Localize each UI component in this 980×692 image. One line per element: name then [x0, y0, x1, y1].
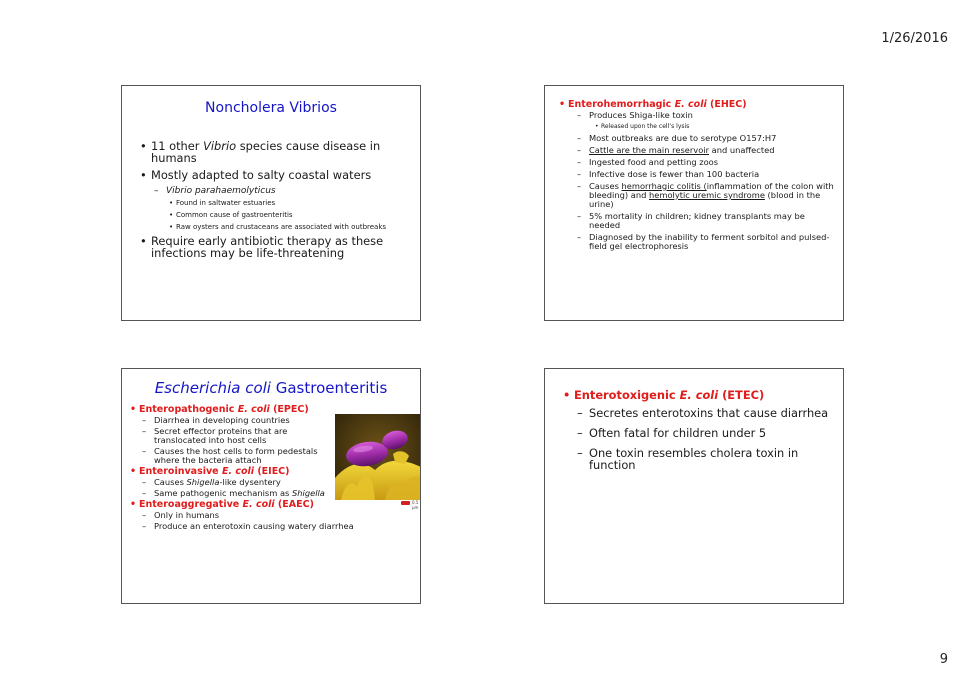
slide-etec [544, 368, 844, 604]
scale-bar [401, 501, 410, 505]
list-item: • Raw oysters and crustaceans are associated with outbreaks [140, 223, 410, 231]
list-item: – Vibrio parahaemolyticus [140, 186, 410, 196]
list-item: – 5% mortality in children; kidney transplants may be needed [559, 212, 835, 230]
list-item: – Causes Shigella-like dysentery [130, 478, 414, 487]
list-item: – Most outbreaks are due to serotype O157:H7 [559, 134, 835, 143]
bullet-list [122, 140, 420, 259]
list-item: – One toxin resembles cholera toxin in function [563, 447, 833, 471]
slide-title: Noncholera Vibrios [205, 100, 337, 116]
list-item: – Diagnosed by the inability to ferment sorbitol and pulsed-field gel electrophoresis [559, 233, 835, 251]
slide-title: Escherichia coli Gastroenteritis [154, 379, 388, 397]
list-item: • Found in saltwater estuaries [140, 199, 410, 207]
bullet-list [545, 86, 843, 251]
list-item: – Same pathogenic mechanism as Shigella [130, 489, 414, 498]
list-item: – Diarrhea in developing countries [130, 416, 414, 425]
list-item: • Common cause of gastroenteritis [140, 211, 410, 219]
list-item: – Produces Shiga-like toxin [559, 111, 835, 120]
list-item: – Cattle are the main reservoir and unaffected [559, 146, 835, 155]
list-heading: • Enteroinvasive E. coli (EIEC) [130, 467, 414, 476]
page-number: 9 [939, 652, 948, 667]
list-item: – Causes the host cells to form pedestals where the bacteria attach [130, 447, 340, 465]
list-item: • Released upon the cell’s lysis [559, 123, 835, 130]
slide-ehec [544, 85, 844, 321]
list-item: – Produce an enterotoxin causing watery diarrhea [130, 522, 414, 531]
list-item: – Ingested food and petting zoos [559, 158, 835, 167]
scale-label: 0.5 µm [412, 500, 419, 510]
list-item: – Often fatal for children under 5 [563, 427, 833, 439]
list-heading: • Enterohemorrhagic E. coli (EHEC) [559, 100, 835, 109]
slide-ecoli-gastroenteritis [121, 368, 421, 604]
handout-date: 1/26/2016 [881, 31, 948, 46]
list-item: – Secretes enterotoxins that cause diarrhea [563, 407, 833, 419]
bullet-list [545, 369, 843, 471]
list-item: – Secret effector proteins that are translocated into host cells [130, 427, 340, 445]
list-item: • Mostly adapted to salty coastal waters [140, 169, 410, 181]
list-item: • 11 other Vibrio species cause disease in humans [140, 140, 410, 164]
list-item: – Causes hemorrhagic colitis (inflammation of the colon with bleeding) and hemolytic uremic syndrome (blood in the urine) [559, 182, 835, 209]
list-item: – Only in humans [130, 511, 414, 520]
list-heading: • Enteroaggregative E. coli (EAEC) [130, 500, 414, 509]
ecoli-micrograph-image [335, 414, 421, 500]
list-heading: • Enterotoxigenic E. coli (ETEC) [563, 389, 833, 401]
slide-noncholera-vibrios [121, 85, 421, 321]
list-heading: • Enteropathogenic E. coli (EPEC) [130, 405, 414, 414]
list-item: • Require early antibiotic therapy as these infections may be life-threatening [140, 235, 410, 259]
list-item: – Infective dose is fewer than 100 bacteria [559, 170, 835, 179]
